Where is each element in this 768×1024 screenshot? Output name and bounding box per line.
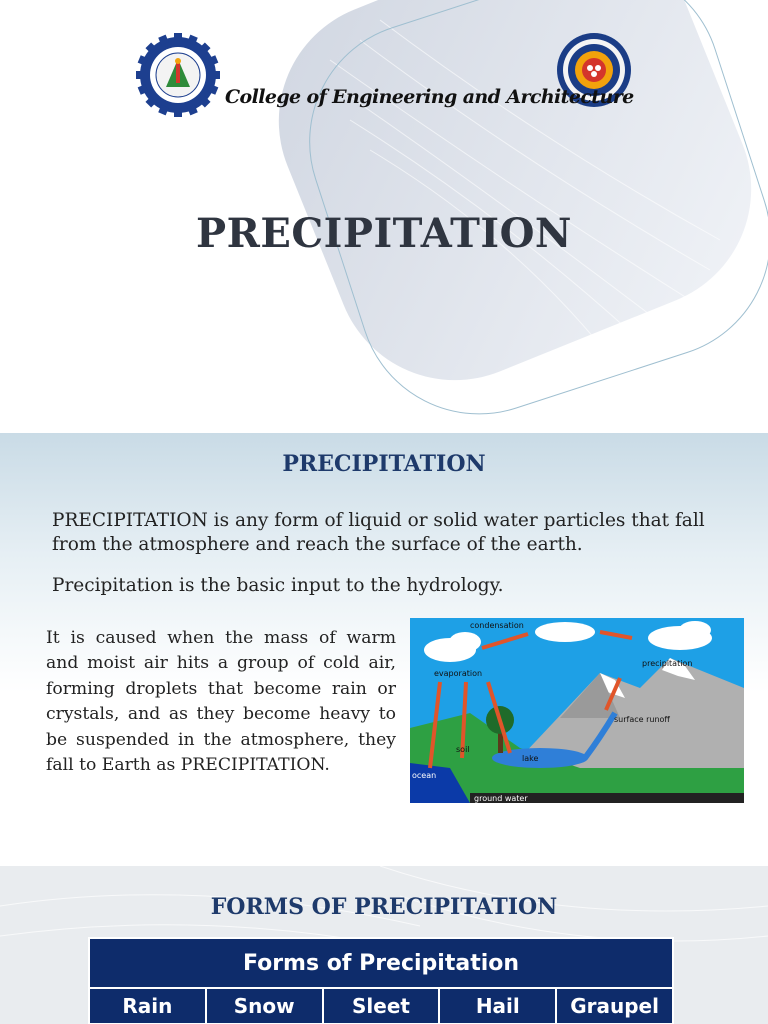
label-ground-water: ground water	[474, 794, 528, 803]
forms-table	[88, 937, 674, 1024]
cell-sleet: Sleet	[324, 989, 441, 1024]
cell-graupel: Graupel	[557, 989, 674, 1024]
definition-paragraph: PRECIPITATION is any form of liquid or solid water particles that fall from the atmosphere and reach the surface of the earth.	[52, 510, 705, 555]
label-surface-runoff: surface runoff	[614, 715, 670, 724]
cell-hail: Hail	[440, 989, 557, 1024]
cell-snow: Snow	[207, 989, 324, 1024]
label-condensation: condensation	[470, 621, 524, 630]
main-title: PRECIPITATION	[196, 210, 572, 257]
cell-rain: Rain	[88, 989, 207, 1024]
forms-title: FORMS OF PRECIPITATION	[210, 894, 558, 920]
label-ocean: ocean	[412, 771, 437, 780]
title-slide	[0, 0, 768, 433]
section-title: PRECIPITATION	[282, 451, 486, 477]
college-name: College of Engineering and Architecture	[225, 86, 634, 108]
label-evaporation: evaporation	[434, 669, 483, 678]
table-row	[88, 989, 674, 1024]
lake	[492, 748, 588, 768]
school-seal-logo	[136, 33, 220, 117]
label-soil: soil	[456, 745, 470, 754]
cause-paragraph: It is caused when the mass of warm and moist air hits a group of cold air, forming droplets that become rain or crystals, and as they become heavy to be suspended in the atmosphere, they fall to Earth as PRECIPITATION.	[46, 628, 396, 776]
label-lake: lake	[522, 754, 539, 763]
label-precipitation: precipitation	[642, 659, 693, 668]
hydrology-paragraph: Precipitation is the basic input to the hydrology.	[52, 575, 504, 596]
definition-slide	[0, 433, 768, 866]
water-cycle-diagram	[410, 618, 744, 803]
forms-slide	[0, 866, 768, 1024]
table-header: Forms of Precipitation	[88, 937, 674, 989]
